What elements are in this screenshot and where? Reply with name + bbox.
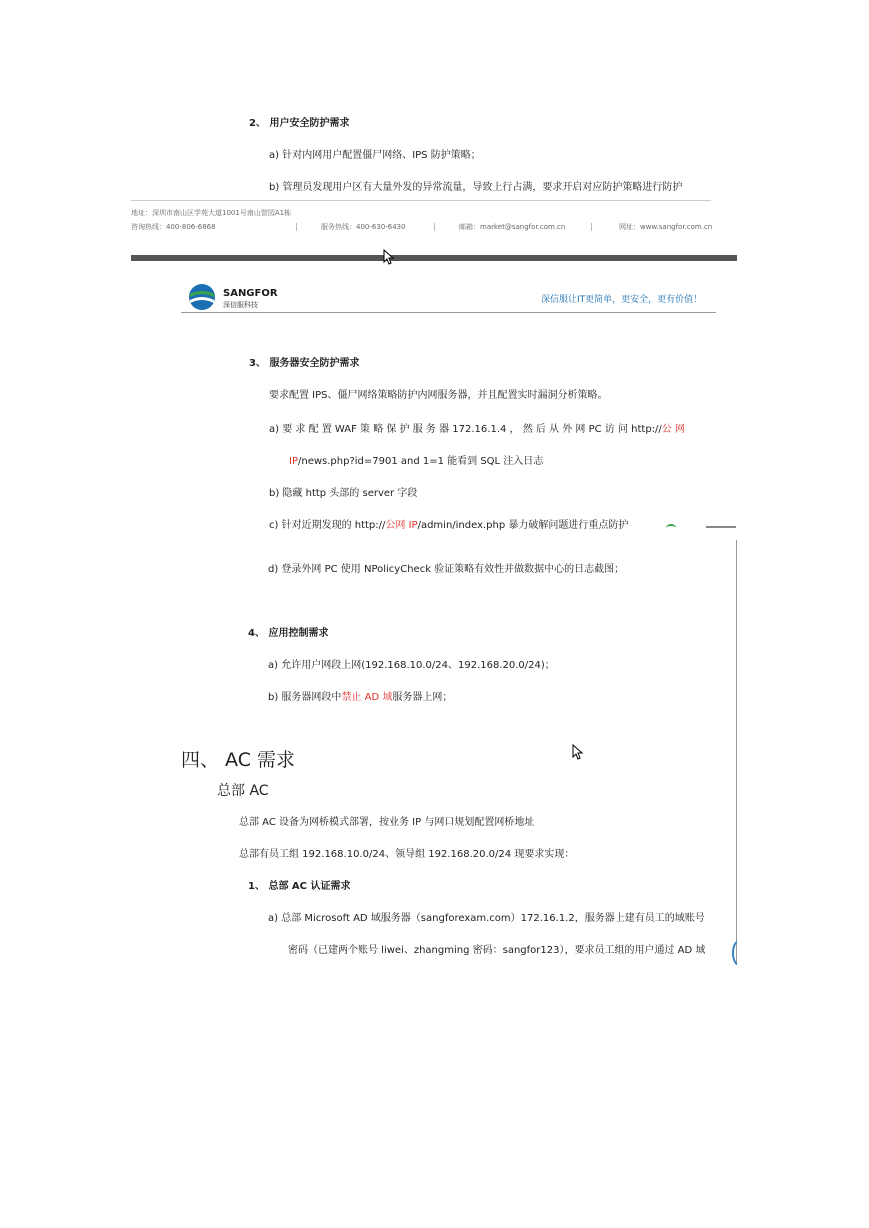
mouse-cursor-icon — [383, 249, 395, 265]
list-item-c — [269, 516, 628, 531]
list-item-a-line2 — [289, 452, 543, 467]
footer-website: 网址：www.sangfor.com.cn — [619, 223, 713, 231]
text: /news.php?id=7901 and 1=1 能看到 SQL 注入日志 — [297, 456, 544, 467]
text: c) 针对近期发现的 http:// — [269, 520, 386, 531]
list-item-b: b) 隐藏 http 头部的 server 字段 — [269, 488, 418, 499]
list-item-a: a) 允许用户网段上网(192.168.10.0/24、192.168.20.0/24)； — [268, 660, 555, 671]
footer-separator — [434, 223, 435, 231]
logo-text-cn: 深信服科技 — [223, 301, 258, 309]
list-item-b: b) 管理员发现用户区有大量外发的异常流量，导致上行占满，要求开启对应防护策略进行防护 — [269, 182, 683, 193]
gray-dash-icon — [706, 526, 736, 528]
highlight-text: IP — [289, 456, 298, 467]
heading-app-control: 4、 应用控制需求 — [248, 628, 329, 639]
highlight-text: 公 网 — [661, 424, 685, 435]
list-item-a-line1: a) 总部 Microsoft AD 域服务器（sangforexam.com）172.16.1.2，服务器上建有员工的域账号 — [268, 913, 705, 924]
list-item-d: d) 登录外网 PC 使用 NPolicyCheck 验证策略有效性并做数据中心的日志截图； — [268, 564, 625, 575]
header-divider — [181, 312, 716, 313]
subsection-heading-hq-ac: 总部 AC — [217, 783, 269, 799]
highlight-text: 公网 IP — [385, 520, 418, 531]
ac-paragraph-1: 总部 AC 设备为网桥模式部署，按业务 IP 与网口规划配置网桥地址 — [239, 817, 535, 828]
page-break-bar — [131, 255, 737, 261]
green-mark-icon — [666, 524, 676, 532]
heading-ac-auth: 1、 总部 AC 认证需求 — [248, 881, 351, 892]
sangfor-logo-icon — [187, 282, 217, 312]
server-intro: 要求配置 IPS、僵尸网络策略防护内网服务器，并且配置实时漏洞分析策略。 — [269, 390, 608, 401]
ac-paragraph-2: 总部有员工组 192.168.10.0/24、领导组 192.168.20.0/24 现要求实现： — [239, 849, 575, 860]
highlight-text: 禁止 AD 域 — [341, 692, 393, 703]
footer-separator — [591, 223, 592, 231]
footer-separator — [296, 223, 297, 231]
text: b) 服务器网段中 — [268, 692, 342, 703]
document-fragment-2 — [131, 540, 737, 965]
text: a) 要 求 配 置 WAF 策 略 保 护 服 务 器 172.16.1.4 ， 然 后 从 外 网 PC 访 问 http:// — [269, 424, 662, 435]
slogan: 深信服让IT更简单，更安全，更有价值！ — [541, 295, 703, 305]
text: 服务器上网； — [392, 692, 453, 703]
list-item-a-line1 — [269, 420, 685, 435]
text: /admin/index.php 暴力破解问题进行重点防护 — [417, 520, 629, 531]
footer-service: 服务热线：400-630-6430 — [321, 223, 406, 231]
list-item-b — [268, 688, 452, 703]
footer-address: 地址：深圳市南山区学苑大道1001号南山智园A1栋 — [131, 209, 292, 217]
footer-divider — [131, 200, 711, 201]
section-heading-ac: 四、 AC 需求 — [181, 749, 296, 771]
list-item-a-line2: 密码（已建两个账号 liwei、zhangming 密码：sangfor123），要求员工组的用户通过 AD 域 — [288, 945, 706, 956]
logo-text-en: SANGFOR — [223, 288, 278, 299]
heading-user-security: 2、 用户安全防护需求 — [249, 118, 350, 129]
mouse-cursor-icon — [572, 744, 584, 760]
scroll-indicator-icon — [732, 940, 737, 965]
heading-server-security: 3、 服务器安全防护需求 — [249, 358, 360, 369]
footer-email: 邮箱：market@sangfor.com.cn — [459, 223, 566, 231]
list-item-a: a) 针对内网用户配置僵尸网络、IPS 防护策略； — [269, 150, 481, 161]
document-fragment-1 — [131, 108, 737, 532]
footer-consult: 咨询热线：400-806-6868 — [131, 223, 216, 231]
window-border — [736, 540, 737, 965]
